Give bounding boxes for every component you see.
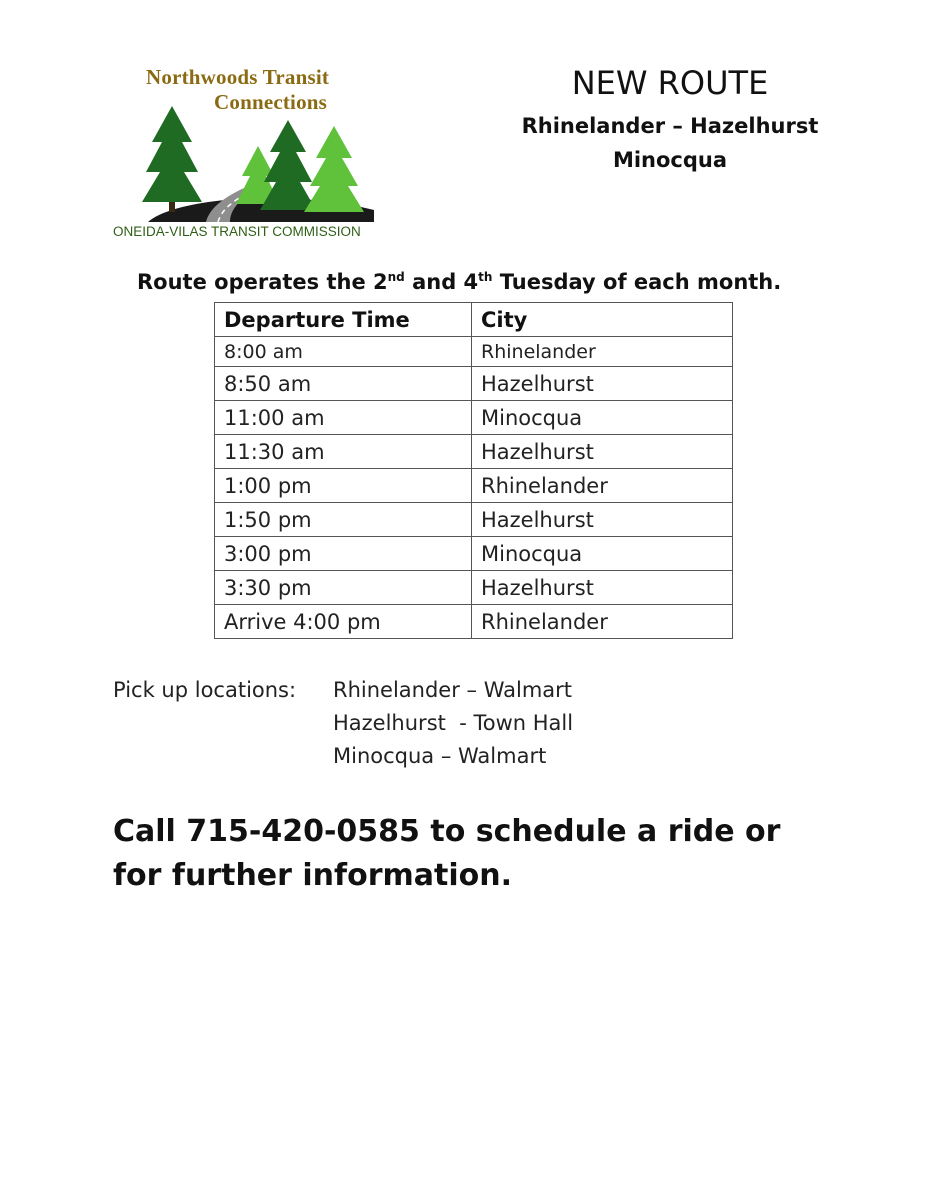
logo-subtitle: ONEIDA-VILAS TRANSIT COMMISSION <box>113 224 361 239</box>
pickup-label: Pick up locations: <box>113 678 297 702</box>
logo-title-line2: Connections <box>214 90 328 114</box>
departure-time-cell: 8:50 am <box>215 367 472 401</box>
pine-trees-road-icon <box>138 106 378 224</box>
departure-time-cell: 3:00 pm <box>215 537 472 571</box>
pickup-location: Hazelhurst - Town Hall <box>333 711 574 735</box>
route-cities-line1: Rhinelander – Hazelhurst <box>521 114 819 138</box>
pickup-location: Rhinelander – Walmart <box>333 678 573 702</box>
route-cities-line2: Minocqua <box>612 148 728 172</box>
logo-title-line1: Northwoods Transit <box>146 65 330 89</box>
page-title: NEW ROUTE <box>571 64 769 102</box>
city-cell: Rhinelander <box>472 337 733 367</box>
schedule-table <box>214 302 733 639</box>
city-cell: Rhinelander <box>472 469 733 503</box>
city-cell: Hazelhurst <box>472 503 733 537</box>
header-departure-time: Departure Time <box>215 303 472 337</box>
city-cell: Hazelhurst <box>472 367 733 401</box>
operates-text-1: Route operates the 2 <box>137 270 388 294</box>
table-row <box>215 571 733 605</box>
call-to-action: Call 715-420-0585 to schedule a ride or for further information. <box>113 814 781 893</box>
operates-text-3: Tuesday of each month. <box>492 270 782 294</box>
departure-time-cell: Arrive 4:00 pm <box>215 605 472 639</box>
departure-time-cell: 8:00 am <box>215 337 472 367</box>
transit-logo <box>108 62 413 247</box>
table-row <box>215 503 733 537</box>
table-row <box>215 367 733 401</box>
departure-time-cell: 11:00 am <box>215 401 472 435</box>
operating-days-note <box>137 270 781 294</box>
departure-time-cell: 1:50 pm <box>215 503 472 537</box>
operates-sup-1: nd <box>387 270 405 284</box>
table-row <box>215 469 733 503</box>
operates-sup-2: th <box>478 270 493 284</box>
pickup-location: Minocqua – Walmart <box>333 744 547 768</box>
city-cell: Hazelhurst <box>472 571 733 605</box>
city-cell: Minocqua <box>472 537 733 571</box>
city-cell: Hazelhurst <box>472 435 733 469</box>
table-row <box>215 605 733 639</box>
departure-time-cell: 3:30 pm <box>215 571 472 605</box>
operates-text-2: and 4 <box>404 270 479 294</box>
table-row <box>215 337 733 367</box>
table-header-row <box>215 303 733 337</box>
departure-time-cell: 11:30 am <box>215 435 472 469</box>
city-cell: Rhinelander <box>472 605 733 639</box>
header-city: City <box>472 303 733 337</box>
table-row <box>215 537 733 571</box>
table-row <box>215 401 733 435</box>
city-cell: Minocqua <box>472 401 733 435</box>
table-row <box>215 435 733 469</box>
departure-time-cell: 1:00 pm <box>215 469 472 503</box>
